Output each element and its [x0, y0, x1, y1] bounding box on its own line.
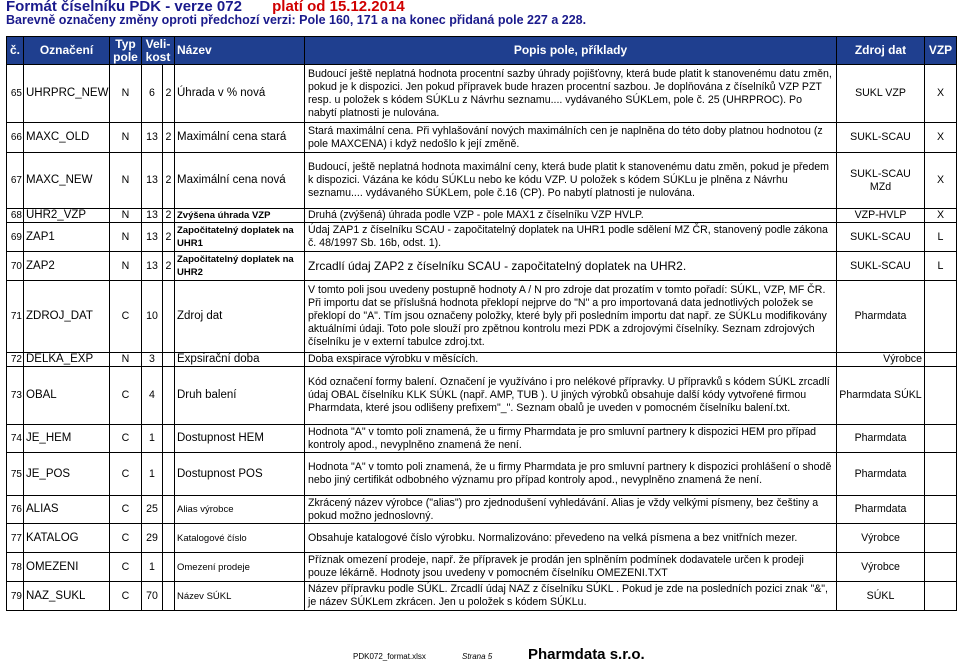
col-header-velikost: Veli- kost: [142, 37, 175, 65]
cell-popis: Údaj ZAP1 z číselníku SCAU - započitatelný doplatek na UHR1 podle sdělení MZ ČR, stanovený podle zákona č. 48/1997 Sb. 16b, odst. 1).: [305, 223, 837, 252]
table-row: [7, 453, 957, 496]
cell-popis: Kód označení formy balení. Označení je využíváno i pro nelékové přípravky. U přípravků s kódem SÚKL zrcadlí údaj OBAL číselníku KLK SÚKL (např. AMP, TUB ). U jiných výrobků obsahuje další kódy vytvořené firmou Pharmdata, které jsou odlišeny prefixem"_". Seznam obalů je uveden v pomocném číselníku balení.txt.: [305, 367, 837, 425]
cell-c: 73: [7, 367, 24, 425]
col-header-popis: Popis pole, příklady: [305, 37, 837, 65]
table-row: [7, 353, 957, 367]
cell-nazev: Započitatelný doplatek na UHR1: [175, 223, 305, 252]
cell-vzp: L: [925, 252, 957, 281]
cell-vzp: [925, 496, 957, 524]
cell-vzp: L: [925, 223, 957, 252]
cell-oznaceni: DELKA_EXP: [24, 353, 110, 367]
cell-c: 72: [7, 353, 24, 367]
footer-file: PDK072_format.xlsx: [353, 652, 426, 661]
cell-vzp: X: [925, 123, 957, 153]
cell-oznaceni: NAZ_SUKL: [24, 582, 110, 611]
cell-typ: N: [110, 223, 142, 252]
cell-popis: Hodnota "A" v tomto poli znamená, že u firmy Pharmdata je pro smluvní partnery k dispozici HEM pro případ kontroly apod., nevyplněno znamená že není.: [305, 425, 837, 453]
col-header-nazev: Název: [175, 37, 305, 65]
cell-typ: C: [110, 367, 142, 425]
cell-c: 77: [7, 524, 24, 553]
cell-c: 76: [7, 496, 24, 524]
cell-velikost: 70: [142, 582, 163, 611]
cell-c: 68: [7, 209, 24, 223]
cell-oznaceni: MAXC_OLD: [24, 123, 110, 153]
cell-oznaceni: MAXC_NEW: [24, 153, 110, 209]
table-row: [7, 582, 957, 611]
cell-oznaceni: UHRPRC_NEW: [24, 65, 110, 123]
cell-nazev: Druh balení: [175, 367, 305, 425]
document-subtitle: Barevně označeny změny oproti předchozí verzi: Pole 160, 171 a na konec přidaná pole 227 a 228.: [6, 13, 587, 27]
cell-popis: Druhá (zvýšená) úhrada podle VZP - pole MAX1 z číselníku VZP HVLP.: [305, 209, 837, 223]
cell-c: 70: [7, 252, 24, 281]
cell-velikost: 1: [142, 453, 163, 496]
table-row: [7, 425, 957, 453]
cell-des: 2: [163, 65, 175, 123]
cell-velikost: 4: [142, 367, 163, 425]
cell-nazev: Zvýšena úhrada VZP: [175, 209, 305, 223]
cell-des: [163, 582, 175, 611]
cell-des: [163, 367, 175, 425]
cell-velikost: 13: [142, 223, 163, 252]
cell-nazev: Alias výrobce: [175, 496, 305, 524]
table-header-row: [7, 37, 957, 65]
table-row: [7, 153, 957, 209]
cell-typ: N: [110, 252, 142, 281]
table-row: [7, 252, 957, 281]
cell-nazev: Expsirační doba: [175, 353, 305, 367]
table-row: [7, 209, 957, 223]
cell-c: 69: [7, 223, 24, 252]
valid-from: platí od 15.12.2014: [272, 0, 405, 15]
cell-popis: Zkrácený název výrobce ("alias") pro zjednodušení vyhledávání. Alias je vždy velkými písmeny, bez češtiny a pokud možno jednoslovný.: [305, 496, 837, 524]
cell-zdroj: SUKL-SCAU: [837, 252, 925, 281]
cell-typ: C: [110, 496, 142, 524]
cell-typ: N: [110, 153, 142, 209]
format-table: [6, 36, 957, 611]
cell-oznaceni: KATALOG: [24, 524, 110, 553]
cell-zdroj: SUKL-SCAU MZd: [837, 153, 925, 209]
table-row: [7, 65, 957, 123]
cell-oznaceni: JE_HEM: [24, 425, 110, 453]
cell-velikost: 1: [142, 425, 163, 453]
table-row: [7, 524, 957, 553]
cell-oznaceni: OMEZENI: [24, 553, 110, 582]
cell-nazev: Omezení prodeje: [175, 553, 305, 582]
table-row: [7, 367, 957, 425]
cell-vzp: [925, 524, 957, 553]
cell-popis: Stará maximální cena. Při vyhlašování nových maximálních cen je naplněna do této doby platnou hodnotou (z pole MAXCENA) i když nedošlo k její změně.: [305, 123, 837, 153]
cell-des: [163, 496, 175, 524]
cell-velikost: 13: [142, 153, 163, 209]
cell-popis: Zrcadlí údaj ZAP2 z číselníku SCAU - započitatelný doplatek na UHR2.: [305, 252, 837, 281]
cell-vzp: X: [925, 153, 957, 209]
table-row: [7, 281, 957, 353]
cell-zdroj: Pharmdata: [837, 453, 925, 496]
cell-vzp: [925, 453, 957, 496]
cell-popis: Název přípravku podle SÚKL. Zrcadlí údaj NAZ z číselníku SÚKL . Pokud je zde na posledních pozici znak "&", je název SÚKLem zkrácen. Jen u položek s kódem SÚKLu.: [305, 582, 837, 611]
cell-des: 2: [163, 209, 175, 223]
cell-c: 67: [7, 153, 24, 209]
cell-des: 2: [163, 123, 175, 153]
table-row: [7, 123, 957, 153]
cell-popis: Obsahuje katalogové číslo výrobku. Normalizováno: převedeno na velká písmena a bez vnitřních mezer.: [305, 524, 837, 553]
cell-velikost: 13: [142, 209, 163, 223]
cell-zdroj: Pharmdata: [837, 496, 925, 524]
cell-zdroj: Výrobce: [837, 553, 925, 582]
cell-c: 78: [7, 553, 24, 582]
cell-nazev: Zdroj dat: [175, 281, 305, 353]
cell-nazev: Dostupnost POS: [175, 453, 305, 496]
cell-nazev: Maximální cena nová: [175, 153, 305, 209]
cell-c: 75: [7, 453, 24, 496]
cell-zdroj: SUKL-SCAU: [837, 223, 925, 252]
cell-nazev: Započitatelný doplatek na UHR2: [175, 252, 305, 281]
cell-des: [163, 281, 175, 353]
cell-vzp: [925, 353, 957, 367]
col-header-c: č.: [7, 37, 24, 65]
cell-vzp: X: [925, 209, 957, 223]
cell-typ: C: [110, 281, 142, 353]
cell-velikost: 10: [142, 281, 163, 353]
cell-vzp: [925, 281, 957, 353]
cell-oznaceni: ZAP2: [24, 252, 110, 281]
cell-popis: Doba exspirace výrobku v měsících.: [305, 353, 837, 367]
cell-typ: C: [110, 453, 142, 496]
cell-des: 2: [163, 153, 175, 209]
cell-oznaceni: OBAL: [24, 367, 110, 425]
cell-des: [163, 524, 175, 553]
cell-des: [163, 353, 175, 367]
cell-velikost: 13: [142, 252, 163, 281]
cell-zdroj: SUKL VZP: [837, 65, 925, 123]
title-text: Formát číselníku PDK - verze 072: [6, 0, 242, 15]
cell-typ: N: [110, 209, 142, 223]
cell-velikost: 29: [142, 524, 163, 553]
cell-typ: N: [110, 65, 142, 123]
cell-typ: C: [110, 582, 142, 611]
cell-zdroj: SÚKL: [837, 582, 925, 611]
cell-c: 74: [7, 425, 24, 453]
col-header-zdroj: Zdroj dat: [837, 37, 925, 65]
cell-popis: Budoucí, ještě neplatná hodnota maximální ceny, která bude platit k stanovenému datu změn, pokud je předem k dispozici. Vázána ke kódu SÚKLu nebo ke kódu VZP. U položek s kódem SÚKLu je plněna z Návrhu seznamu.... vydávaného SÚKLem, pole č.16 (CP). Po nabytí platnosti je nulována.: [305, 153, 837, 209]
page-footer: [0, 648, 960, 664]
cell-nazev: Katalogové číslo: [175, 524, 305, 553]
cell-zdroj: Výrobce: [837, 353, 925, 367]
cell-vzp: [925, 425, 957, 453]
cell-nazev: Název SÚKL: [175, 582, 305, 611]
cell-zdroj: Pharmdata: [837, 281, 925, 353]
cell-c: 66: [7, 123, 24, 153]
cell-typ: C: [110, 425, 142, 453]
cell-nazev: Maximální cena stará: [175, 123, 305, 153]
cell-c: 71: [7, 281, 24, 353]
cell-des: [163, 453, 175, 496]
cell-typ: C: [110, 553, 142, 582]
cell-oznaceni: JE_POS: [24, 453, 110, 496]
col-header-vzp: VZP: [925, 37, 957, 65]
cell-oznaceni: ZAP1: [24, 223, 110, 252]
cell-des: [163, 425, 175, 453]
cell-popis: Příznak omezení prodeje, např. že přípravek je prodán jen splněním podmínek dodavatele určen k prodeji pouze lékárně. Hodnoty jsou uvedeny v pomocném číselníku OMEZENI.TXT: [305, 553, 837, 582]
col-header-typ: Typ pole: [110, 37, 142, 65]
cell-des: 2: [163, 252, 175, 281]
footer-company: Pharmdata s.r.o.: [528, 646, 645, 663]
cell-zdroj: VZP-HVLP: [837, 209, 925, 223]
cell-c: 65: [7, 65, 24, 123]
cell-typ: C: [110, 524, 142, 553]
cell-c: 79: [7, 582, 24, 611]
cell-vzp: X: [925, 65, 957, 123]
cell-des: [163, 553, 175, 582]
table-row: [7, 553, 957, 582]
cell-nazev: Dostupnost HEM: [175, 425, 305, 453]
table-body: [7, 65, 957, 611]
cell-oznaceni: UHR2_VZP: [24, 209, 110, 223]
cell-vzp: [925, 553, 957, 582]
cell-velikost: 13: [142, 123, 163, 153]
cell-zdroj: Výrobce: [837, 524, 925, 553]
cell-velikost: 3: [142, 353, 163, 367]
cell-velikost: 6: [142, 65, 163, 123]
cell-oznaceni: ZDROJ_DAT: [24, 281, 110, 353]
footer-page: Strana 5: [462, 652, 493, 661]
cell-nazev: Úhrada v % nová: [175, 65, 305, 123]
cell-typ: N: [110, 353, 142, 367]
cell-popis: Budoucí ještě neplatná hodnota procentní sazby úhrady pojišťovny, která bude platit k stanovenému datu změn, pokud je k dispozici. Jen pokud přípravek bude hrazen procentní sazbou. Je doplňována z číselníků VZP PZT resp. u položek s kódem SÚKLu z Návrhu seznamu.... vydávaného SÚKLem, pole č. 25 (UHRPROC). Po nabytí platnosti je nulována.: [305, 65, 837, 123]
cell-velikost: 25: [142, 496, 163, 524]
cell-zdroj: SUKL-SCAU: [837, 123, 925, 153]
cell-oznaceni: ALIAS: [24, 496, 110, 524]
cell-zdroj: Pharmdata SÚKL: [837, 367, 925, 425]
cell-vzp: [925, 367, 957, 425]
col-header-oznaceni: Označení: [24, 37, 110, 65]
cell-des: 2: [163, 223, 175, 252]
table-row: [7, 223, 957, 252]
cell-typ: N: [110, 123, 142, 153]
cell-vzp: [925, 582, 957, 611]
cell-popis: Hodnota "A" v tomto poli znamená, že u firmy Pharmdata je pro smluvní partnery k dispozici prohlášení o shodě nebo jiný certifikát odbobného významu pro případ kontroly apod., nevyplněno znamená že není.: [305, 453, 837, 496]
table-row: [7, 496, 957, 524]
cell-velikost: 1: [142, 553, 163, 582]
cell-zdroj: Pharmdata: [837, 425, 925, 453]
cell-popis: V tomto poli jsou uvedeny postupně hodnoty A / N pro zdroje dat prozatím v tomto pořadí: SÚKL, VZP, MF ČR. Při importu dat se příslušná hodnota překlopí nejprve do "N" a pro importovaná data jednotlivých položek se překlopí do "A". Tím jsou označeny položky, které byly při posledním importu dat např. ze SÚKLu modifikovány aktuálními údaji. Toto pole slouží pro zpětnou kontrolu mezi PDK a zdrojovými číselníky. Seznam zdrojových číselníku je v externí tabulce zdroj.txt.: [305, 281, 837, 353]
